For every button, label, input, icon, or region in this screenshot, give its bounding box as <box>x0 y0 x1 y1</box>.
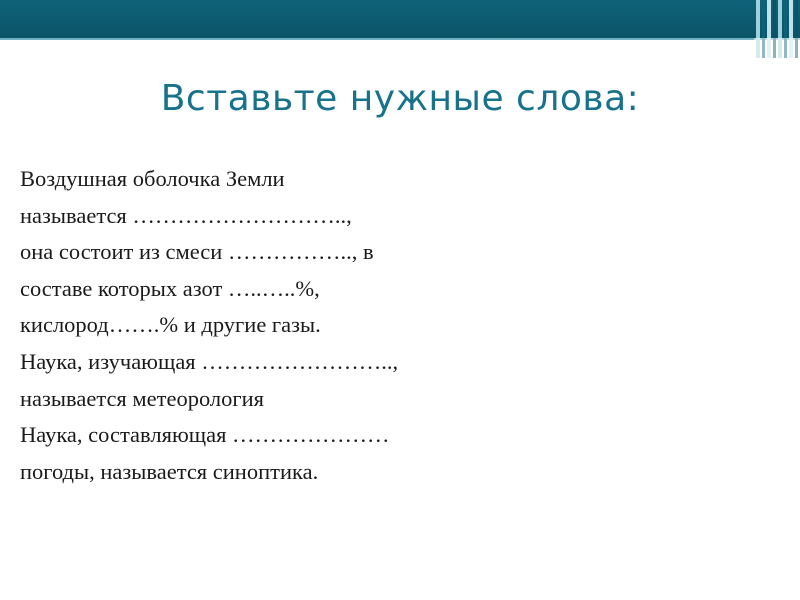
header-accent-stripe <box>0 38 800 40</box>
text-line: погоды, называется синоптика. <box>20 458 319 484</box>
text-line: Воздушная оболочка Земли <box>20 166 285 191</box>
text-line: составе которых азот …..…..%, <box>20 275 320 301</box>
corner-decoration <box>754 0 800 58</box>
text-line: кислород…….% и другие газы. <box>20 312 321 338</box>
header-band <box>0 0 800 38</box>
text-line: Наука, составляющая ………………… <box>20 422 390 448</box>
text-line: Наука, изучающая …………………….., <box>20 348 399 374</box>
exercise-text <box>20 161 780 490</box>
text-line: называется ……………………….., <box>20 202 352 228</box>
text-line: она состоит из смеси …………….., в <box>20 239 374 265</box>
slide-title: Вставьте нужные слова: <box>160 78 640 119</box>
text-line: называется метеорология <box>20 385 264 411</box>
